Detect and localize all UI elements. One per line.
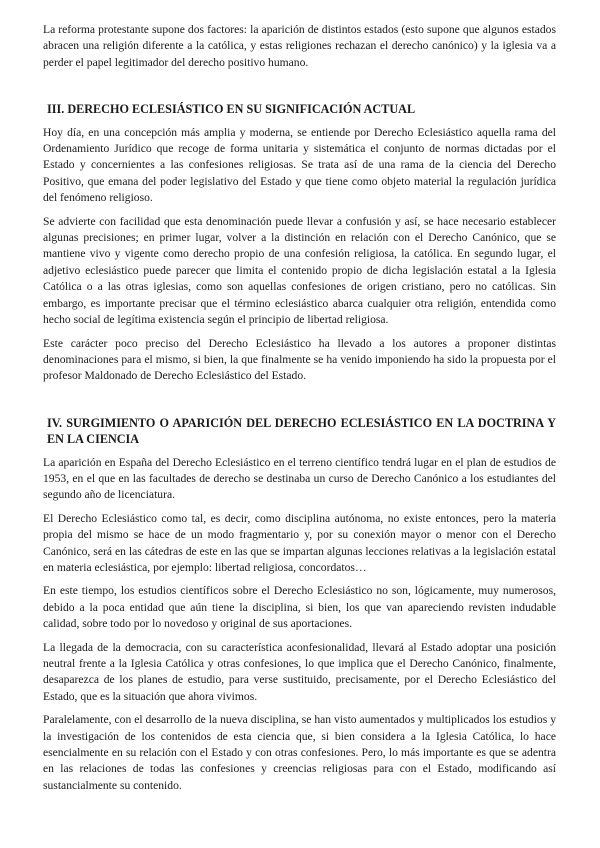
document-page: [43, 22, 556, 801]
section-4-paragraph-5: Paralelamente, con el desarrollo de la nueva disciplina, se han visto aumentados y multiplicados los estudios y la investigación de los contenidos de esta ciencia que, si bien considera a la Iglesia Católica, lo hace esencialmente en su relación con el Estado y con otras confesiones. Pero, lo más importante es que se adentra en las relaciones de todas las confesiones y creencias religiosas para con el Estado, modificando así sustancialmente su contenido.: [43, 713, 556, 792]
section-3-paragraph-1: Hoy día, en una concepción más amplia y moderna, se entiende por Derecho Eclesiástico aquella rama del Ordenamiento Jurídico que recoge de forma unitaria y sistemática el conjunto de normas dictadas por el Estado y concernientes a las confesiones religiosas. Se trata así de una rama de la ciencia del Derecho Positivo, que emana del poder legislativo del Estado y que tiene como objeto material la regulación jurídica del fenómeno religioso.: [43, 125, 556, 205]
section-4-paragraph-2: El Derecho Eclesiástico como tal, es decir, como disciplina autónoma, no existe entonces, pero la materia propia del mismo se hace de un modo fragmentario y, por su conexión mayor o menor con el Derecho Canónico, será en las cátedras de este en las que se impartan algunas lecciones relativas a la legislación estatal en materia eclesiástica, por ejemplo: libertad religiosa, concordatos…: [43, 511, 556, 574]
section-4-heading: IV. SURGIMIENTO O APARICIÓN DEL DERECHO ECLESIÁSTICO EN LA DOCTRINA Y EN LA CIENCIA: [47, 415, 556, 447]
section-3-paragraph-3: Este carácter poco preciso del Derecho Eclesiástico ha llevado a los autores a proponer distintas denominaciones para el mismo, si bien, la que finalmente se ha venido imponiendo ha sido la propuesta por el profesor Maldonado de Derecho Eclesiástico del Estado.: [43, 336, 556, 383]
section-3-paragraph-2: Se advierte con facilidad que esta denominación puede llevar a confusión y así, se hace necesario establecer algunas precisiones; en primer lugar, volver a la distinción en relación con el Derecho Canónico, que se mantiene vivo y vigente como derecho propio de una confesión religiosa, la católica. En segundo lugar, el adjetivo eclesiástico puede parecer que limita el contenido propio de dicha legislación estatal a la Iglesia Católica o a las otras iglesias, como son aquellas confesiones de origen cristiano, pero no católicas. Sin embargo, es importante precisar que el término eclesiástico abarca cualquier otra religión, entendida como hecho social de legítima existencia según el principio de libertad religiosa.: [43, 214, 556, 327]
section-4-paragraph-3: En este tiempo, los estudios científicos sobre el Derecho Eclesiástico no son, lógicamente, muy numerosos, debido a la poca entidad que aún tiene la disciplina, si bien, los que van apareciendo revisten indudable calidad, sobre todo por lo novedoso y original de sus aportaciones.: [43, 584, 556, 631]
section-4-paragraph-4: La llegada de la democracia, con su característica aconfesionalidad, llevará al Estado adoptar una posición neutral frente a la Iglesia Católica y otras confesiones, lo que implica que el Derecho Canónico, finalmente, desaparezca de los planes de estudio, para verse sustituido, precisamente, por el Derecho Eclesiástico del Estado, que es la situación que ahora vivimos.: [43, 640, 556, 703]
intro-paragraph: La reforma protestante supone dos factores: la aparición de distintos estados (esto supone que algunos estados abracen una religión diferente a la católica, y estas religiones rechazan el derecho canónico) y la iglesia va a perder el papel legitimador del derecho positivo humano.: [43, 23, 556, 69]
section-3-heading: III. DERECHO ECLESIÁSTICO EN SU SIGNIFICACIÓN ACTUAL: [47, 102, 416, 117]
section-4-paragraph-1: La aparición en España del Derecho Eclesiástico en el terreno científico tendrá lugar en el plan de estudios de 1953, en el que en las facultades de derecho se destinaba un curso de Derecho Canónico a los estudiantes del segundo año de licenciatura.: [43, 455, 556, 502]
